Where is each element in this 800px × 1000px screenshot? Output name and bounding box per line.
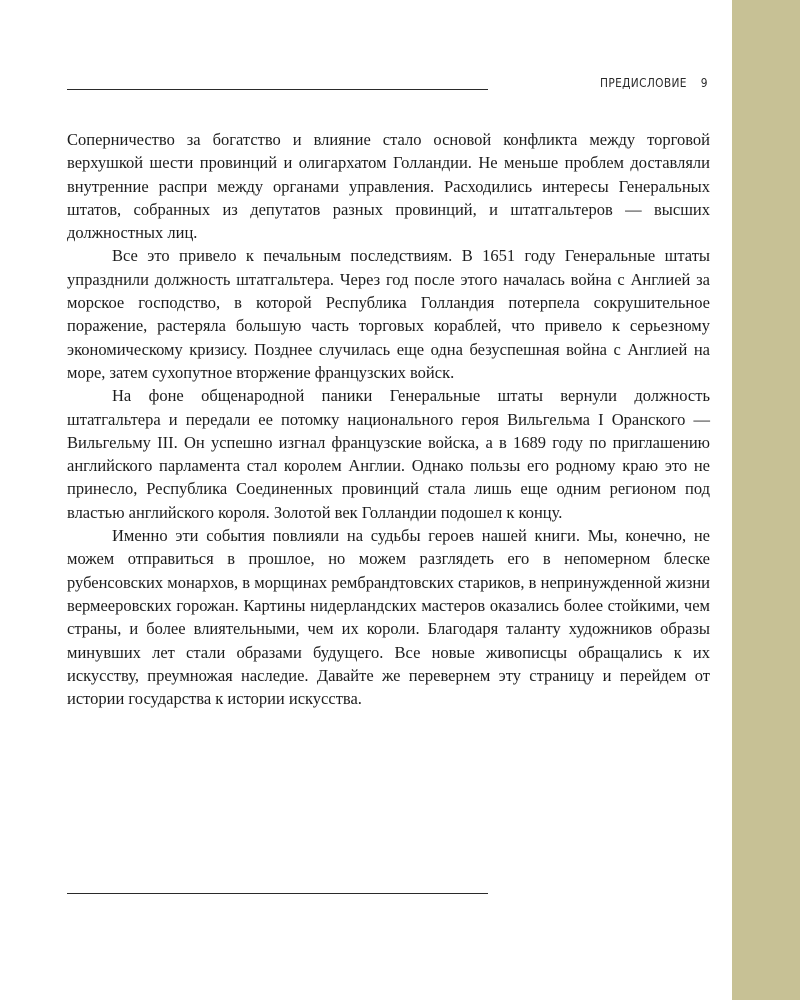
page-edge-color-band (732, 0, 800, 1000)
paragraph-1: Соперничество за богатство и влияние стало основой конфликта между торговой верхушкой шести провинций и олигархатом Голландии. Не меньше проблем доставляли внутренние распри между органами управления. Расходились интересы Генеральных штатов, собранных из депутатов разных провинций, и штатгальтеров — высших должностных лиц. (67, 130, 710, 243)
header-rule (67, 89, 488, 90)
paragraph-3: На фоне общенародной паники Генеральные штаты вернули должность штатгальтера и передали ее потомку национального героя Вильгельма I Оранского — Вильгельму III. Он успешно изгнал французские войска, а в 1689 году по приглашению английского парламента стал королем Англии. Однако пользы его родному краю это не принесло, Республика Соединенных провинций стала лишь еще одним регионом под властью английского короля. Золотой век Голландии подошел к концу. (67, 386, 710, 522)
page-number: 9 (700, 75, 708, 90)
running-head (600, 75, 708, 90)
paragraph-4: Именно эти события повлияли на судьбы героев нашей книги. Мы, конечно, не можем отправиться в прошлое, но можем разглядеть его в непомерном блеске рубенсовских монархов, в морщинах рембрандтовских стариков, в непринужденной жизни вермееровских горожан. Картины нидерландских мастеров оказались более стойкими, чем страны, и более влиятельными, чем их короли. Благодаря таланту художников образы минувших лет стали образами будущего. Все новые живописцы обращались к их искусству, преумножая наследие. Давайте же перевернем эту страницу и перейдем от истории государства к истории искусства. (67, 526, 710, 709)
section-title: ПРЕДИСЛОВИЕ (600, 75, 687, 90)
footer-rule (67, 893, 488, 894)
paragraph-2: Все это привело к печальным последствиям. В 1651 году Генеральные штаты упразднили должность штатгальтера. Через год после этого началась война с Англией за морское господство, в которой Республика Голландия потерпела сокрушительное поражение, растеряла большую часть торговых кораблей, что привело к серьезному экономическому кризису. Позднее случилась еще одна безуспешная война с Англией на море, затем сухопутное вторжение французских войск. (67, 246, 710, 382)
body-text (67, 128, 710, 710)
